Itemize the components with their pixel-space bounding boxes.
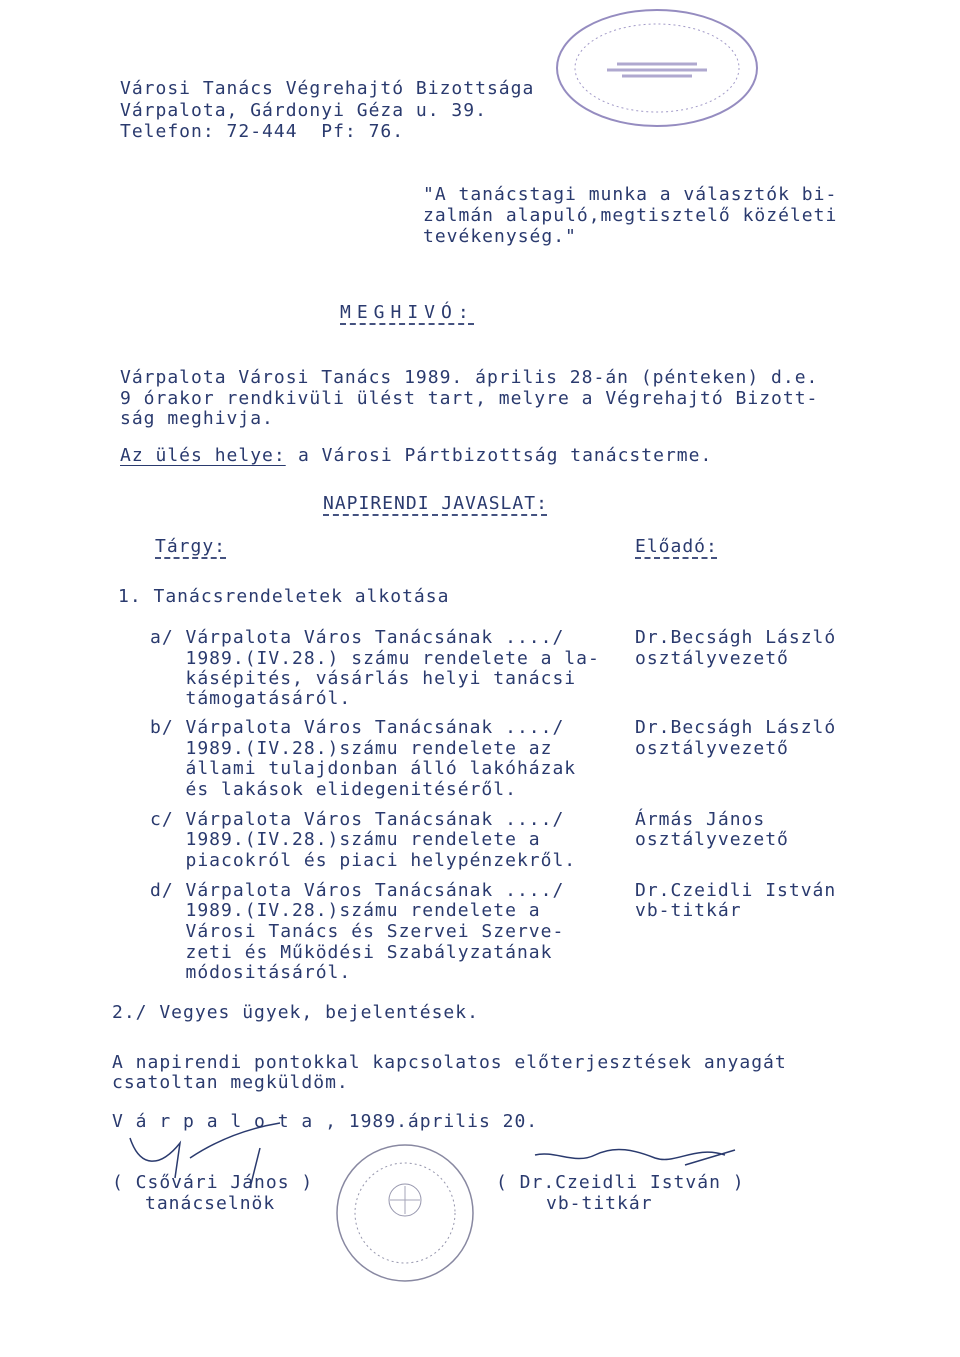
subitem-c-presenter-title: osztályvezető <box>635 829 789 850</box>
subitem-a-presenter-name: Dr.Becságh László <box>635 627 837 648</box>
subitem-a-line-1: a/ Várpalota Város Tanácsának ..../ <box>150 627 565 648</box>
subitem-b-line-3: állami tulajdonban álló lakóházak <box>150 758 577 779</box>
place-date: V á r p a l o t a , 1989.április 20. <box>112 1111 539 1132</box>
subitem-b-presenter-name: Dr.Becságh László <box>635 717 837 738</box>
subitem-a-line-2: 1989.(IV.28.) számu rendelete a la- <box>150 648 600 669</box>
subitem-b-line-1: b/ Várpalota Város Tanácsának ..../ <box>150 717 565 738</box>
motto-line-3: tevékenység." <box>423 226 577 247</box>
closing-line-2: csatoltan megküldöm. <box>112 1072 349 1093</box>
subitem-d-line-4: zeti és Működési Szabályzatának <box>150 942 553 963</box>
official-stamp <box>330 1138 480 1288</box>
subitem-b-line-4: és lakások elidegenitéséről. <box>150 779 517 800</box>
subitem-d-line-1: d/ Várpalota Város Tanácsának ..../ <box>150 880 565 901</box>
document-heading: MEGHIVÓ: <box>340 302 475 323</box>
subitem-a-line-3: kásépités, vásárlás helyi tanácsi <box>150 668 577 689</box>
subitem-d-presenter-title: vb-titkár <box>635 900 742 921</box>
agenda-item-1: 1. Tanácsrendeletek alkotása <box>118 586 450 607</box>
venue-text: a Városi Pártbizottság tanácsterme. <box>298 445 713 466</box>
subitem-c-presenter-name: Ármás János <box>635 809 766 830</box>
closing-line-1: A napirendi pontokkal kapcsolatos előterjesztések anyagát <box>112 1052 787 1073</box>
subitem-d-line-3: Városi Tanács és Szervei Szerve- <box>150 921 565 942</box>
venue-label: Az ülés helye: <box>120 445 286 466</box>
motto-line-1: "A tanácstagi munka a választók bi- <box>423 184 838 205</box>
signatory-right-name: ( Dr.Czeidli István ) <box>496 1172 745 1193</box>
agenda-title: NAPIRENDI JAVASLAT: <box>323 493 548 514</box>
subitem-d-line-2: 1989.(IV.28.)számu rendelete a <box>150 900 541 921</box>
signatory-right-title: vb-titkár <box>546 1193 653 1214</box>
intro-line-3: ság meghivja. <box>120 408 274 429</box>
presenter-column-header: Előadó: <box>635 536 718 557</box>
letterhead-line-1: Városi Tanács Végrehajtó Bizottsága <box>120 78 535 99</box>
subject-column-header: Tárgy: <box>155 536 227 557</box>
intro-line-1: Várpalota Városi Tanács 1989. április 28-án (pénteken) d.e. <box>120 367 819 388</box>
subitem-a-line-4: támogatásáról. <box>150 688 352 709</box>
signatory-left-name: ( Csővári János ) <box>112 1172 314 1193</box>
letterhead-line-2: Várpalota, Gárdonyi Géza u. 39. <box>120 100 487 121</box>
agenda-item-2: 2./ Vegyes ügyek, bejelentések. <box>112 1002 479 1023</box>
intro-line-2: 9 órakor rendkivüli ülést tart, melyre a Végrehajtó Bizott- <box>120 388 819 409</box>
library-stamp <box>552 4 762 132</box>
subitem-c-line-2: 1989.(IV.28.)számu rendelete a <box>150 829 541 850</box>
subitem-c-line-1: c/ Várpalota Város Tanácsának ..../ <box>150 809 565 830</box>
subitem-d-line-5: módositásáról. <box>150 962 352 983</box>
signatory-left-title: tanácselnök <box>145 1193 276 1214</box>
motto-line-2: zalmán alapuló,megtisztelő közéleti <box>423 205 838 226</box>
subitem-b-line-2: 1989.(IV.28.)számu rendelete az <box>150 738 553 759</box>
subitem-b-presenter-title: osztályvezető <box>635 738 789 759</box>
subitem-c-line-3: piacokról és piaci helypénzekről. <box>150 850 577 871</box>
letterhead-line-3: Telefon: 72-444 Pf: 76. <box>120 121 405 142</box>
subitem-a-presenter-title: osztályvezető <box>635 648 789 669</box>
subitem-d-presenter-name: Dr.Czeidli István <box>635 880 837 901</box>
